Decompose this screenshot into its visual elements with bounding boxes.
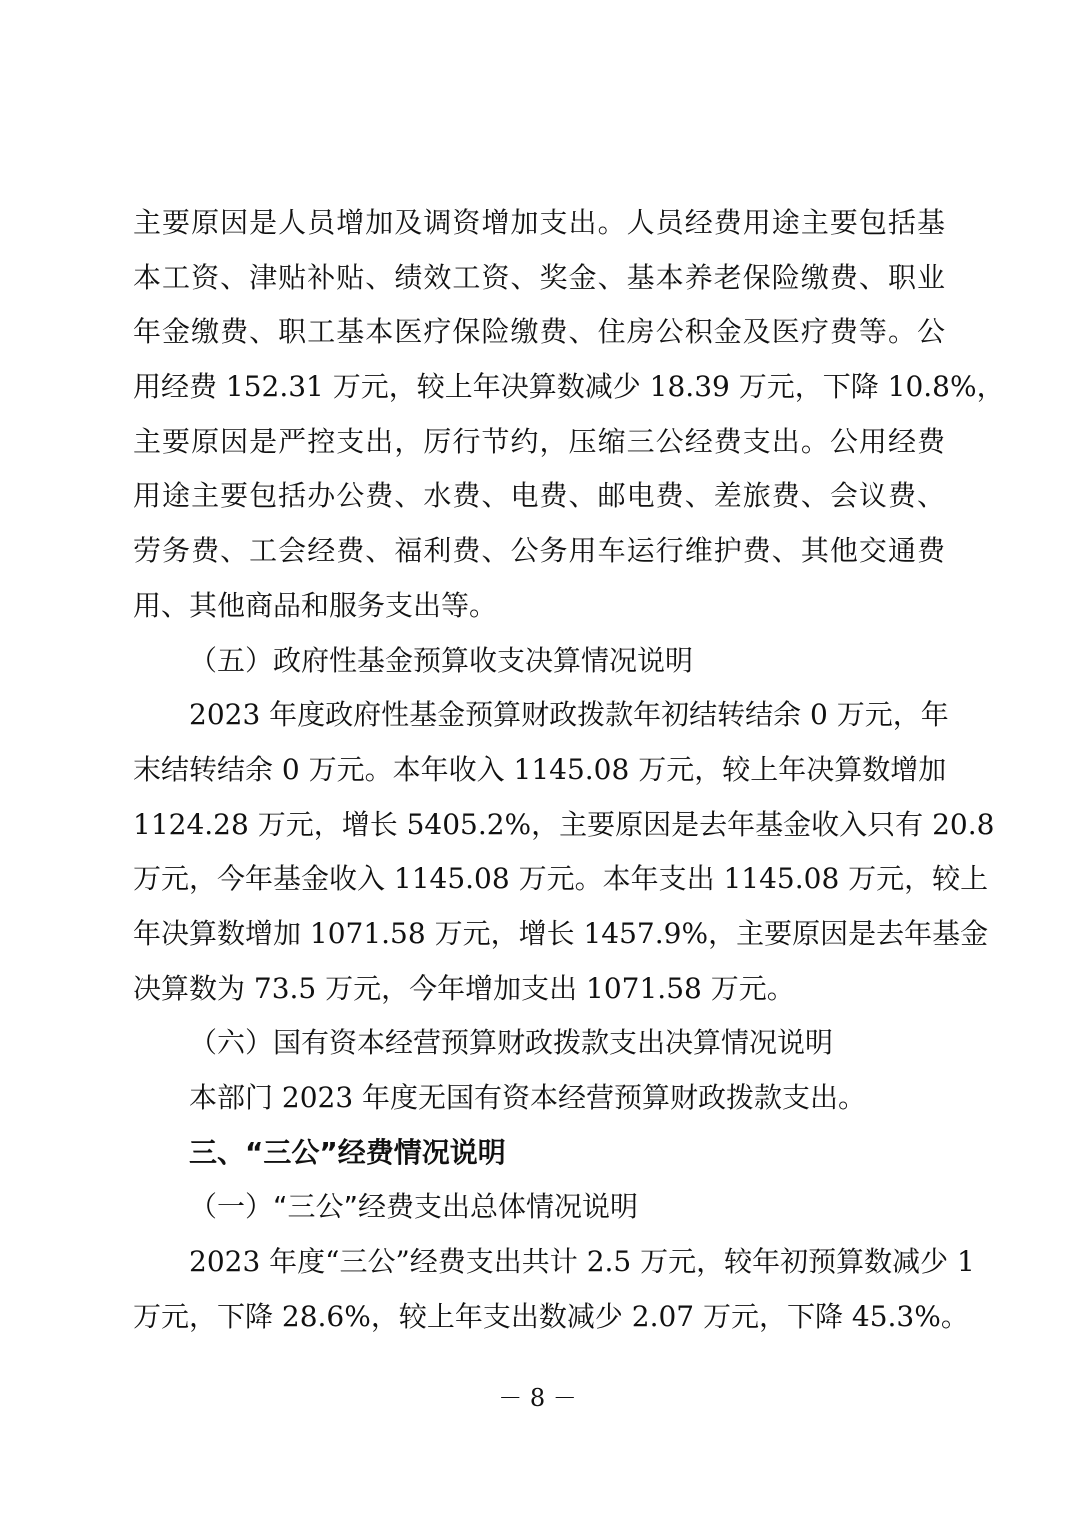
section-heading-5: （五）政府性基金预算收支决算情况说明 [189,643,694,677]
section-heading-1: （一）“三公”经费支出总体情况说明 [189,1190,639,1224]
paragraph-line: 本工资、津贴补贴、绩效工资、奖金、基本养老保险缴费、职业 [133,260,945,294]
paragraph-line: 主要原因是人员增加及调资增加支出。人员经费用途主要包括基 [133,206,945,239]
document-body [133,196,1005,1344]
chapter-heading-3: 三、“三公”经费情况说明 [189,1135,506,1169]
paragraph-line: 年决算数增加 1071.58 万元，增长 1457.9%，主要原因是去年基金 [133,916,989,950]
paragraph-line: 年金缴费、职工基本医疗保险缴费、住房公积金及医疗费等。公 [133,315,945,349]
paragraph-line: 1124.28 万元，增长 5405.2%，主要原因是去年基金收入只有 20.8 [133,807,995,841]
paragraph-line: 用经费 152.31 万元，较上年决算数减少 18.39 万元，下降 10.8%， [133,370,1005,404]
paragraph-line: 用、其他商品和服务支出等。 [133,588,498,622]
paragraph-line: 决算数为 73.5 万元，今年增加支出 1071.58 万元。 [133,971,795,1005]
section-heading-6: （六）国有资本经营预算财政拨款支出决算情况说明 [189,1026,834,1060]
paragraph-line: 末结转结余 0 万元。本年收入 1145.08 万元，较上年决算数增加 [133,752,947,786]
paragraph-line: 劳务费、工会经费、福利费、公务用车运行维护费、其他交通费 [133,534,945,568]
paragraph-line: 主要原因是严控支出，厉行节约，压缩三公经费支出。公用经费 [133,424,945,458]
paragraph-line: 万元，下降 28.6%，较上年支出数减少 2.07 万元，下降 45.3%。 [133,1299,969,1333]
paragraph-line: 本部门 2023 年度无国有资本经营预算财政拨款支出。 [189,1081,867,1114]
paragraph-line: 2023 年度“三公”经费支出共计 2.5 万元，较年初预算数减少 1 [189,1245,975,1279]
paragraph-line: 用途主要包括办公费、水费、电费、邮电费、差旅费、会议费、 [133,479,945,513]
paragraph-line: 2023 年度政府性基金预算财政拨款年初结转结余 0 万元，年 [189,698,949,732]
page-number: － 8 － [498,1384,577,1412]
paragraph-line: 万元，今年基金收入 1145.08 万元。本年支出 1145.08 万元，较上 [133,862,989,896]
